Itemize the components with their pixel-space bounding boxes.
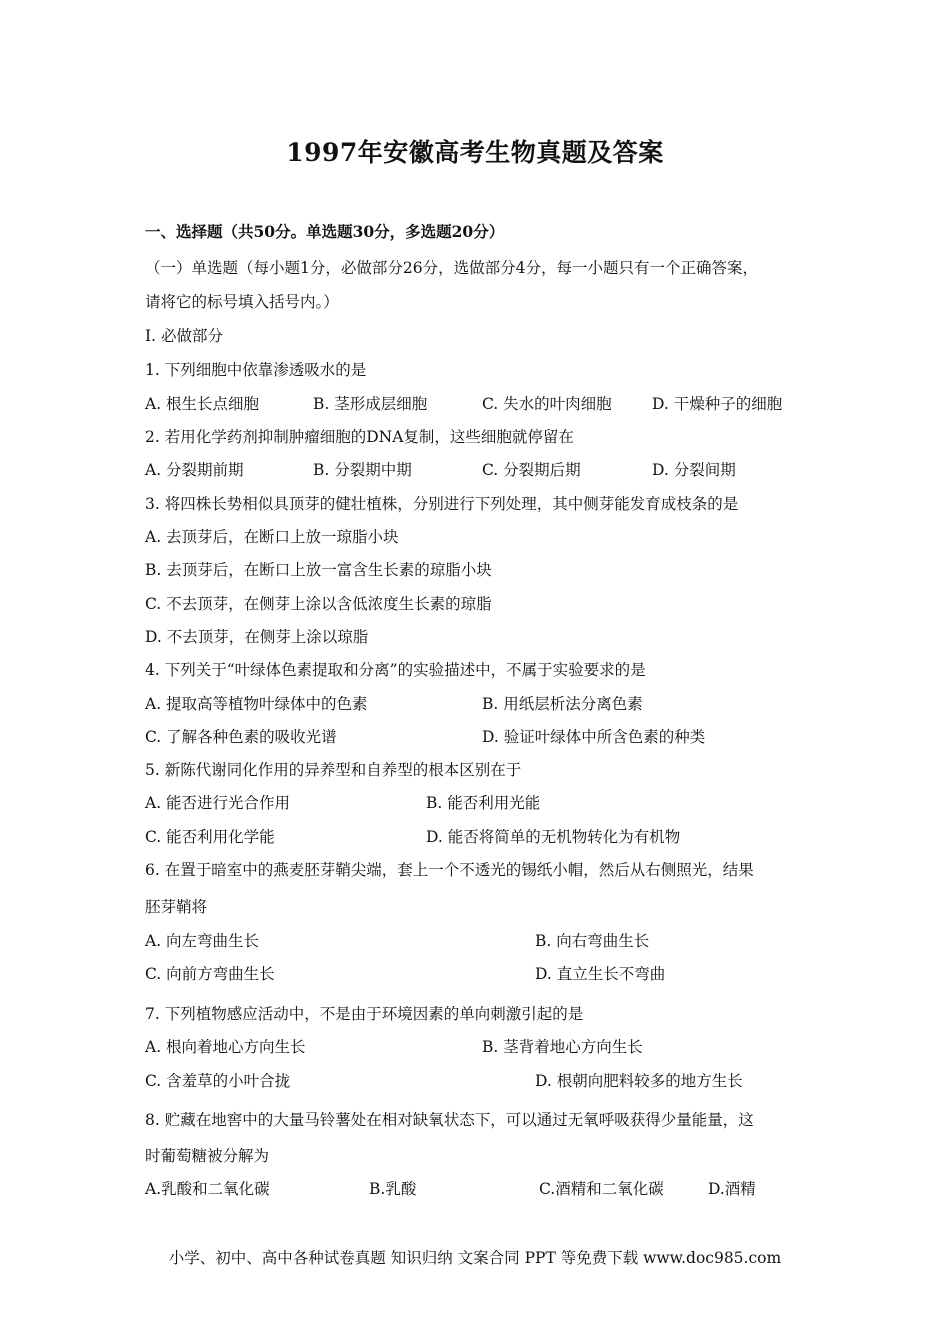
instructions-line-1: （一）单选题（每小题1分，必做部分26分，选做部分4分，每一小题只有一个正确答案，: [145, 259, 758, 277]
option-d: D. 不去顶芽，在侧芽上涂以琼脂: [145, 628, 369, 646]
part-header: I. 必做部分: [145, 327, 223, 345]
option-c: C. 失水的叶肉细胞: [482, 395, 612, 413]
option-c: C. 向前方弯曲生长: [145, 965, 275, 983]
option-b: B. 去顶芽后，在断口上放一富含生长素的琼脂小块: [145, 561, 492, 579]
option-b: B. 用纸层析法分离色素: [482, 695, 643, 713]
option-a: A. 根生长点细胞: [145, 395, 260, 413]
option-b: B. 能否利用光能: [426, 794, 541, 812]
option-a: A. 去顶芽后，在断口上放一琼脂小块: [145, 528, 399, 546]
question-stem: 1. 下列细胞中依靠渗透吸水的是: [145, 361, 367, 379]
question-stem: 2. 若用化学药剂抑制肿瘤细胞的DNA复制，这些细胞就停留在: [145, 428, 574, 446]
option-b: B. 分裂期中期: [313, 461, 412, 479]
option-a: A. 能否进行光合作用: [145, 794, 291, 812]
option-d: D. 干燥种子的细胞: [652, 395, 783, 413]
option-c: C.酒精和二氧化碳: [539, 1180, 664, 1198]
question-stem: 8. 贮藏在地窖中的大量马铃薯处在相对缺氧状态下，可以通过无氧呼吸获得少量能量，这: [145, 1111, 754, 1129]
instructions-line-2: 请将它的标号填入括号内。）: [145, 293, 339, 311]
option-a: A.乳酸和二氧化碳: [145, 1180, 270, 1198]
option-c: C. 不去顶芽，在侧芽上涂以含低浓度生长素的琼脂: [145, 595, 492, 613]
option-c: C. 含羞草的小叶合拢: [145, 1072, 291, 1090]
page-footer: 小学、初中、高中各种试卷真题 知识归纳 文案合同 PPT 等免费下载 www.doc985.com: [168, 1249, 782, 1267]
option-b: B.乳酸: [369, 1180, 417, 1198]
option-b: B. 茎背着地心方向生长: [482, 1038, 643, 1056]
option-d: D. 验证叶绿体中所含色素的种类: [482, 728, 706, 746]
option-d: D.酒精: [708, 1180, 756, 1198]
option-b: B. 向右弯曲生长: [535, 932, 650, 950]
question-stem: 7. 下列植物感应活动中，不是由于环境因素的单向刺激引起的是: [145, 1005, 584, 1023]
option-d: D. 能否将简单的无机物转化为有机物: [426, 828, 681, 846]
option-d: D. 根朝向肥料较多的地方生长: [535, 1072, 743, 1090]
option-a: A. 根向着地心方向生长: [145, 1038, 306, 1056]
question-stem: 5. 新陈代谢同化作用的异养型和自养型的根本区别在于: [145, 761, 522, 779]
question-stem-continued: 胚芽鞘将: [145, 898, 208, 916]
section-header: 一、选择题（共50分。单选题30分，多选题20分）: [145, 222, 505, 241]
question-stem: 3. 将四株长势相似具顶芽的健壮植株，分别进行下列处理，其中侧芽能发育成枝条的是: [145, 495, 739, 513]
option-d: D. 直立生长不弯曲: [535, 965, 666, 983]
option-a: A. 向左弯曲生长: [145, 932, 260, 950]
option-c: C. 能否利用化学能: [145, 828, 275, 846]
option-a: A. 提取高等植物叶绿体中的色素: [145, 695, 368, 713]
option-c: C. 了解各种色素的吸收光谱: [145, 728, 337, 746]
option-a: A. 分裂期前期: [145, 461, 244, 479]
question-stem: 4. 下列关于“叶绿体色素提取和分离”的实验描述中，不属于实验要求的是: [145, 661, 646, 679]
document-title: 1997年安徽高考生物真题及答案: [286, 138, 664, 167]
option-b: B. 茎形成层细胞: [313, 395, 428, 413]
question-stem-continued: 时葡萄糖被分解为: [145, 1147, 270, 1165]
option-d: D. 分裂间期: [652, 461, 736, 479]
option-c: C. 分裂期后期: [482, 461, 581, 479]
question-stem: 6. 在置于暗室中的燕麦胚芽鞘尖端，套上一个不透光的锡纸小帽，然后从右侧照光，结果: [145, 861, 754, 879]
